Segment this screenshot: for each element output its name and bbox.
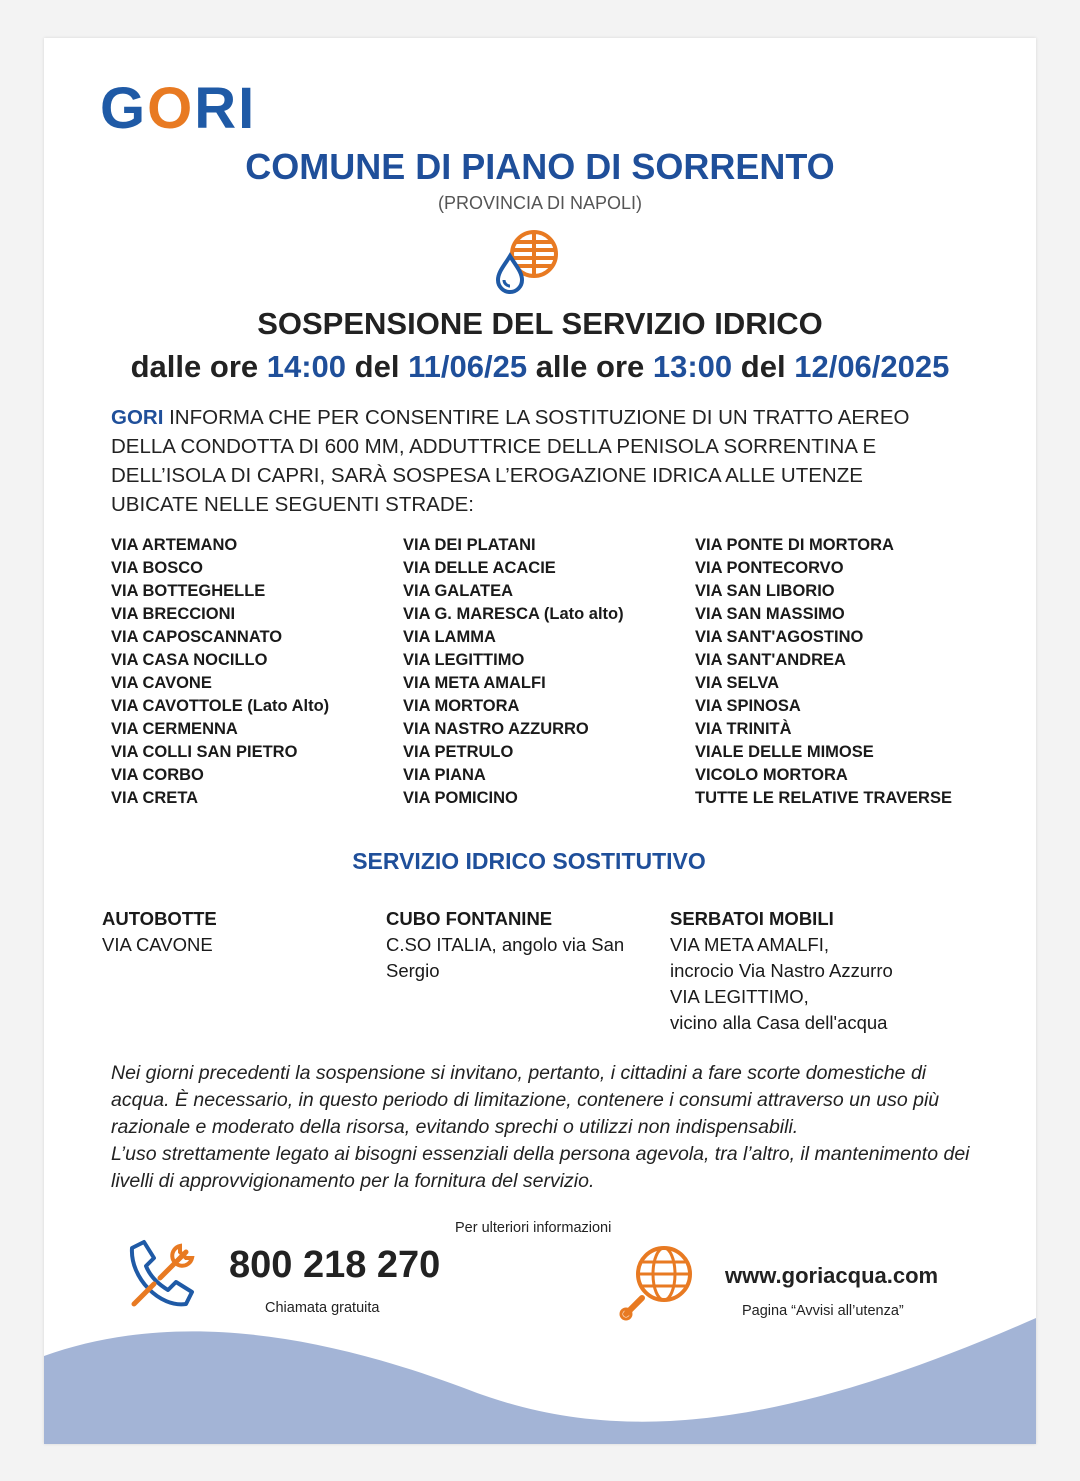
street-item: VIA GALATEA [403,582,513,600]
phone-number[interactable]: 800 218 270 [229,1244,441,1286]
street-item: VIA POMICINO [403,789,518,807]
street-item: VIA BRECCIONI [111,605,236,623]
street-item: VIA SAN MASSIMO [695,605,845,623]
street-item: VIA PONTE DI MORTORA [695,536,894,554]
service-serbatoi-mobili: SERBATOI MOBILI VIA META AMALFI, incrocio Via Nastro Azzurro VIA LEGITTIMO, vicino alla Casa dell'acqua [670,908,893,1033]
street-item: VIA LAMMA [403,628,496,646]
suspension-headline: SOSPENSIONE DEL SERVIZIO IDRICO [257,306,823,341]
street-item: VIA COLLI SAN PIETRO [111,743,298,761]
street-item: VIA PIANA [403,766,486,784]
globe-search-icon [618,1242,698,1322]
street-item: VIA SAN LIBORIO [695,582,835,600]
street-item: VIA DELLE ACACIE [403,559,556,577]
website-link[interactable]: www.goriacqua.com [725,1263,939,1288]
street-item: VIA BOSCO [111,559,203,577]
street-item: VIA PETRULO [403,743,514,761]
street-item: VIA DEI PLATANI [403,536,536,554]
street-item: VIA NASTRO AZZURRO [403,720,589,738]
intro-paragraph: GORI INFORMA CHE PER CONSENTIRE LA SOSTITUZIONE DI UN TRATTO AEREO DELLA CONDOTTA DI 600 MM, ADDUTTRICE DELLA PENISOLA SORRENTINA E DELL’ISOLA DI CAPRI, SARÀ SOSPESA L’EROGAZIONE IDRICA ALLE UTENZE UBICATE NELLE SEGUENTI STRADE: [111,406,910,516]
street-item: VIA ARTEMANO [111,536,238,554]
water-drop-icon [494,228,564,298]
service-cubo-fontanine: CUBO FONTANINE C.SO ITALIA, angolo via San Sergio [386,908,625,981]
to-date: 12/06/2025 [794,349,950,384]
from-time: 14:00 [266,349,347,384]
street-item: VIA META AMALFI [403,674,546,692]
advisory-note: Nei giorni precedenti la sospensione si invitano, pertanto, i cittadini a fare scorte domestiche di acqua. È necessario, in questo periodo di limitazione, contenere i consumi attraverso un uso più razionale e moderato della risorsa, evitando sprechi o utilizzi non indispensabili. L’uso strettamente legato ai bisogni essenziali della persona agevola, tra l’altro, il mantenimento dei livelli di approvvigionamento per la fornitura del servizio. [111,1062,970,1192]
street-item: TUTTE LE RELATIVE TRAVERSE [695,789,952,807]
street-item: VIA CAVONE [111,674,212,692]
street-column-1 [111,534,401,810]
street-column-3 [695,534,985,810]
gori-logo: GORI [100,76,257,141]
substitute-service-title: SERVIZIO IDRICO SOSTITUTIVO [352,848,706,874]
street-item: VIALE DELLE MIMOSE [695,743,874,761]
street-item: VIA CRETA [111,789,199,807]
from-date: 11/06/25 [408,349,528,384]
phone-subtitle: Chiamata gratuita [265,1300,380,1316]
street-item: VIA LEGITTIMO [403,651,525,669]
info-label: Per ulteriori informazioni [455,1220,612,1236]
street-item: VIA TRINITÀ [695,720,792,738]
street-item: VIA MORTORA [403,697,520,715]
street-item: VIA SPINOSA [695,697,801,715]
phone-wrench-icon [124,1238,200,1314]
provincia-subtitle: (PROVINCIA DI NAPOLI) [437,193,643,213]
street-item: VIA SANT'AGOSTINO [695,628,864,646]
street-item: VIA SANT'ANDREA [695,651,846,669]
service-autobotte: AUTOBOTTE VIA CAVONE [102,908,217,955]
street-column-2 [403,534,693,810]
street-item: VIA SELVA [695,674,780,692]
street-item: VIA CASA NOCILLO [111,651,268,669]
street-item: VIA CERMENNA [111,720,238,738]
street-item: VIA BOTTEGHELLE [111,582,266,600]
suspension-dates: dalle ore 14:00 del 11/06/25 alle ore 13:00 del 12/06/2025 [130,349,950,384]
street-item: VICOLO MORTORA [695,766,848,784]
decorative-wave [44,1308,1036,1444]
street-item: VIA CORBO [111,766,204,784]
to-time: 13:00 [652,349,733,384]
comune-title: COMUNE DI PIANO DI SORRENTO [245,146,835,187]
website-subtitle: Pagina “Avvisi all’utenza” [742,1303,904,1319]
street-item: VIA CAVOTTOLE (Lato Alto) [111,697,330,715]
street-item: VIA PONTECORVO [695,559,844,577]
street-item: VIA CAPOSCANNATO [111,628,283,646]
street-item: VIA G. MARESCA (Lato alto) [403,605,624,623]
notice-page [44,38,1036,1444]
